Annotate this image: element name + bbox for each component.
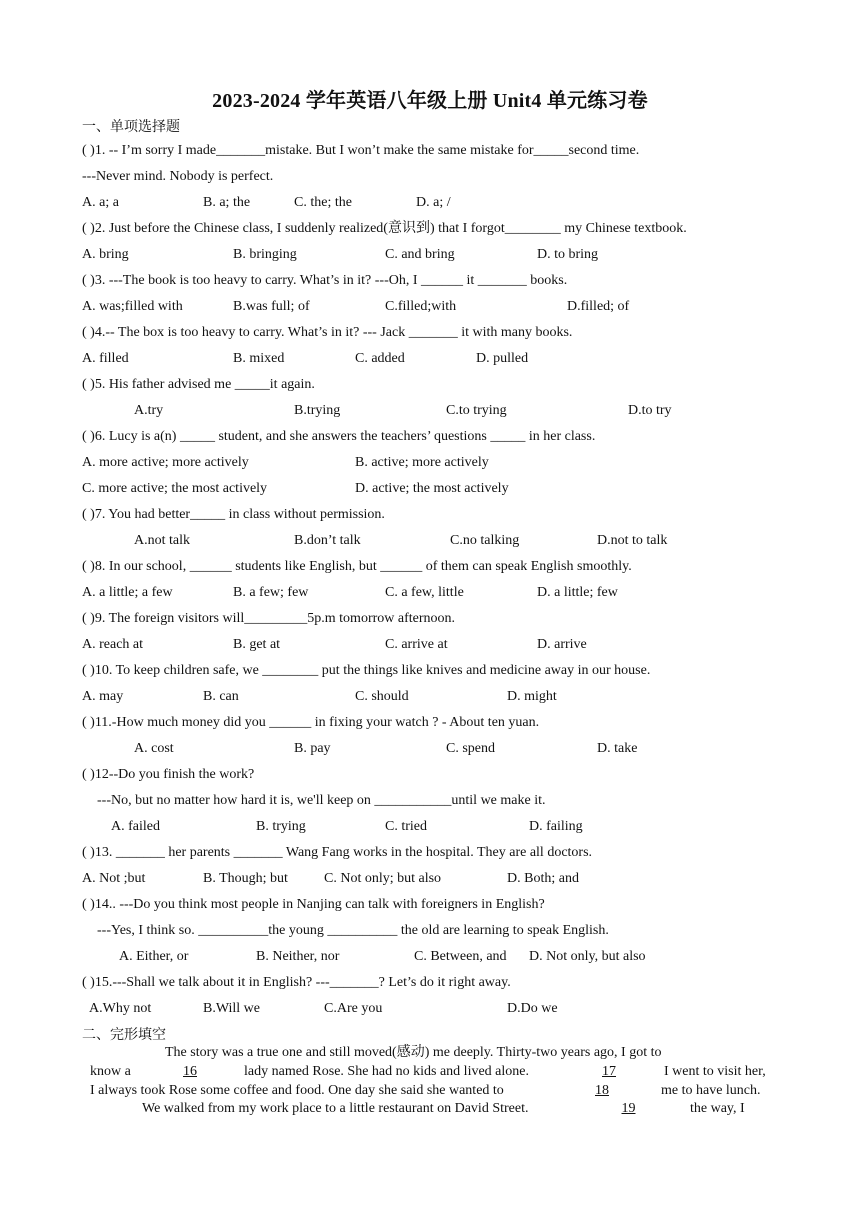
- option-3d: D.filled; of: [567, 299, 630, 314]
- cloze-line-4-start: We walked from my work place to a little restaurant on David Street.: [142, 1101, 529, 1116]
- option-9a: A. reach at: [82, 637, 144, 652]
- option-8a: A. a little; a few: [82, 585, 173, 600]
- question-5: ( )5. His father advised me _____it again.: [82, 377, 315, 392]
- option-13c: C. Not only; but also: [324, 871, 442, 886]
- option-4c: C. added: [355, 351, 405, 366]
- option-13a: A. Not ;but: [82, 871, 146, 886]
- option-6a: A. more active; more actively: [82, 455, 249, 470]
- cloze-blank-18: 18: [595, 1083, 609, 1098]
- option-14d: D. Not only, but also: [529, 949, 646, 964]
- question-7: ( )7. You had better_____ in class without permission.: [82, 507, 385, 522]
- cloze-line-2-start: know a: [90, 1064, 131, 1079]
- option-2a: A. bring: [82, 247, 129, 262]
- cloze-line-2-end: I went to visit her,: [664, 1064, 766, 1079]
- option-14b: B. Neither, nor: [256, 949, 340, 964]
- option-9c: C. arrive at: [385, 637, 448, 652]
- option-11d: D. take: [597, 741, 638, 756]
- section-heading-cloze: 二、完形填空: [82, 1027, 166, 1043]
- cloze-line-3-start: I always took Rose some coffee and food. One day she said she wanted to: [90, 1083, 504, 1098]
- option-13d: D. Both; and: [507, 871, 579, 886]
- cloze-blank-16: 16: [183, 1064, 197, 1079]
- question-14-reply: ---Yes, I think so. __________the young __________ the old are learning to speak English.: [97, 923, 609, 938]
- cloze-line-4-end: the way, I: [690, 1101, 745, 1116]
- option-1a: A. a; a: [82, 195, 119, 210]
- option-4d: D. pulled: [476, 351, 529, 366]
- section-heading-multiple-choice: 一、单项选择题: [82, 119, 180, 135]
- question-3: ( )3. ---The book is too heavy to carry. What’s in it? ---Oh, I ______ it _______ books.: [82, 273, 568, 288]
- option-10b: B. can: [203, 689, 239, 704]
- option-7b: B.don’t talk: [294, 533, 361, 548]
- option-1c: C. the; the: [294, 195, 352, 210]
- option-15b: B.Will we: [203, 1001, 260, 1016]
- option-6d: D. active; the most actively: [355, 481, 509, 496]
- option-1b: B. a; the: [203, 195, 251, 210]
- option-10c: C. should: [355, 689, 409, 704]
- option-9b: B. get at: [233, 637, 281, 652]
- cloze-line-1: The story was a true one and still moved(感动) me deeply. Thirty-two years ago, I got to: [165, 1045, 662, 1060]
- question-10: ( )10. To keep children safe, we ________ put the things like knives and medicine away in our house.: [82, 663, 651, 678]
- option-3a: A. was;filled with: [82, 299, 183, 314]
- question-9: ( )9. The foreign visitors will_________5p.m tomorrow afternoon.: [82, 611, 456, 626]
- option-11c: C. spend: [446, 741, 495, 756]
- question-12: ( )12--Do you finish the work?: [82, 767, 255, 782]
- question-15: ( )15.---Shall we talk about it in English? ---_______? Let’s do it right away.: [82, 975, 511, 990]
- option-2b: B. bringing: [233, 247, 297, 262]
- question-13: ( )13. _______ her parents _______ Wang Fang works in the hospital. They are all doctors.: [82, 845, 593, 860]
- option-15c: C.Are you: [324, 1001, 383, 1016]
- question-2: ( )2. Just before the Chinese class, I suddenly realized(意识到) that I forgot________ my Chinese textbook.: [82, 221, 687, 236]
- option-7a: A.not talk: [134, 533, 190, 548]
- option-12d: D. failing: [529, 819, 583, 834]
- cloze-line-2-middle: lady named Rose. She had no kids and lived alone.: [244, 1064, 529, 1079]
- option-6c: C. more active; the most actively: [82, 481, 268, 496]
- option-8d: D. a little; few: [537, 585, 618, 600]
- option-3c: C.filled;with: [385, 299, 457, 314]
- option-4a: A. filled: [82, 351, 129, 366]
- option-5a: A.try: [134, 403, 164, 418]
- cloze-line-3-end: me to have lunch.: [661, 1083, 761, 1098]
- cloze-blank-17: 17: [602, 1064, 616, 1079]
- option-10d: D. might: [507, 689, 557, 704]
- option-12a: A. failed: [111, 819, 160, 834]
- option-12b: B. trying: [256, 819, 306, 834]
- option-13b: B. Though; but: [203, 871, 288, 886]
- option-2c: C. and bring: [385, 247, 455, 262]
- option-3b: B.was full; of: [233, 299, 310, 314]
- option-2d: D. to bring: [537, 247, 599, 262]
- option-11a: A. cost: [134, 741, 174, 756]
- option-14c: C. Between, and: [414, 949, 507, 964]
- option-12c: C. tried: [385, 819, 427, 834]
- option-1d: D. a; /: [416, 195, 451, 210]
- option-6b: B. active; more actively: [355, 455, 489, 470]
- option-5c: C.to trying: [446, 403, 507, 418]
- option-8c: C. a few, little: [385, 585, 464, 600]
- option-7d: D.not to talk: [597, 533, 668, 548]
- question-11: ( )11.-How much money did you ______ in fixing your watch ? - About ten yuan.: [82, 715, 540, 730]
- question-1-reply: ---Never mind. Nobody is perfect.: [82, 169, 274, 184]
- option-9d: D. arrive: [537, 637, 587, 652]
- option-8b: B. a few; few: [233, 585, 309, 600]
- option-5d: D.to try: [628, 403, 672, 418]
- question-14: ( )14.. ---Do you think most people in Nanjing can talk with foreigners in English?: [82, 897, 545, 912]
- option-11b: B. pay: [294, 741, 331, 756]
- option-5b: B.trying: [294, 403, 341, 418]
- page-title: 2023-2024 学年英语八年级上册 Unit4 单元练习卷: [212, 90, 648, 112]
- question-8: ( )8. In our school, ______ students like English, but ______ of them can speak English smoothly.: [82, 559, 632, 574]
- option-15a: A.Why not: [89, 1001, 152, 1016]
- option-10a: A. may: [82, 689, 124, 704]
- option-14a: A. Either, or: [119, 949, 189, 964]
- option-15d: D.Do we: [507, 1001, 558, 1016]
- option-7c: C.no talking: [450, 533, 520, 548]
- option-4b: B. mixed: [233, 351, 285, 366]
- question-4: ( )4.-- The box is too heavy to carry. What’s in it? --- Jack _______ it with many books.: [82, 325, 573, 340]
- question-1: ( )1. -- I’m sorry I made_______mistake. But I won’t make the same mistake for_____second time.: [82, 143, 640, 158]
- question-12-reply: ---No, but no matter how hard it is, we'll keep on ___________until we make it.: [97, 793, 546, 808]
- question-6: ( )6. Lucy is a(n) _____ student, and she answers the teachers’ questions _____ in her class.: [82, 429, 596, 444]
- cloze-blank-19: 19: [621, 1101, 636, 1116]
